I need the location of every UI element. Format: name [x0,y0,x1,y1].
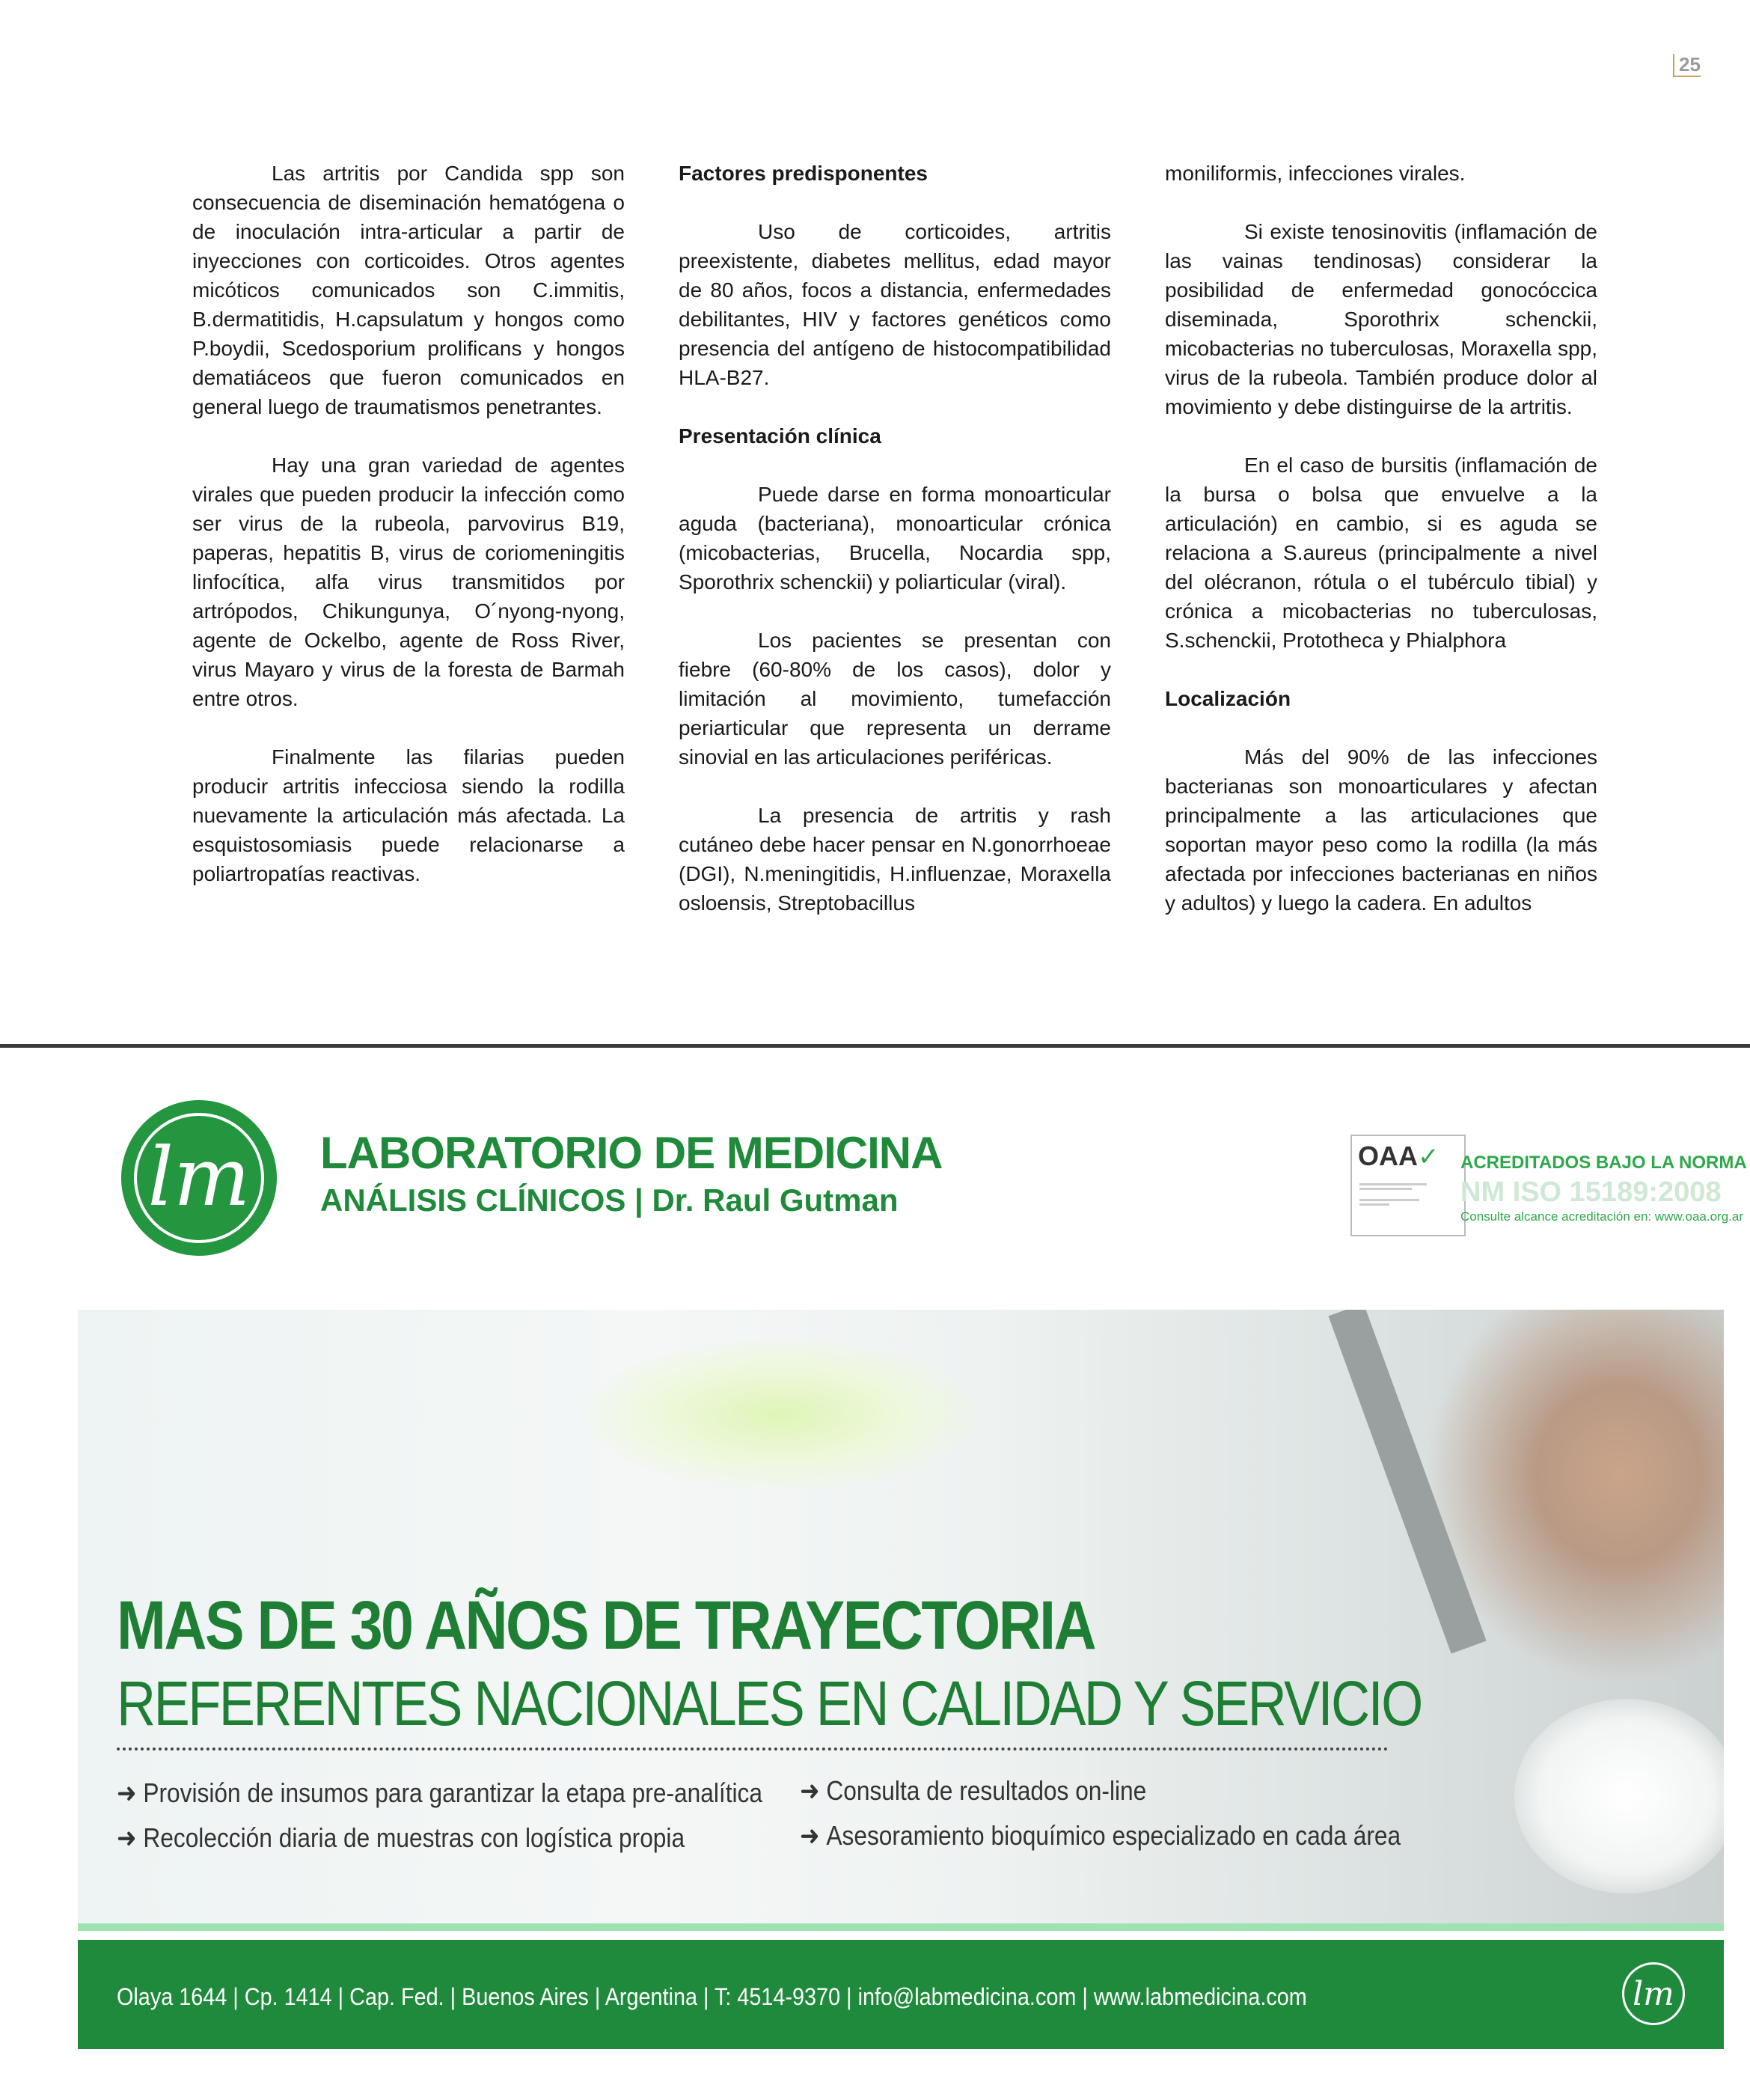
arrow-right-icon: ➜ [800,1820,820,1851]
article-column [192,159,625,947]
pipette-tips-image [587,1340,976,1489]
article-columns [192,159,1597,947]
section-heading: Localización [1165,687,1291,710]
dotted-divider [117,1748,1389,1750]
page-number: 25 [1673,54,1701,77]
accreditation-title: ACREDITADOS BAJO LA NORMA [1460,1153,1747,1173]
paragraph: Si existe tenosinovitis (inflamación de las vainas tendinosas) considerar la posibilidad de enfermedad gonocóccica diseminada, Sporothrix schenckii, micobacterias no tuberculosas, Moraxella spp, virus de la rubeola. También produce dolor al movimiento y debe distinguirse de la artritis. [1165,220,1597,418]
paragraph: Puede darse en forma monoarticular aguda (bacteriana), monoarticular crónica (micobacterias, Brucella, Nocardia spp, Sporothrix schenckii) y poliarticular (viral). [679,483,1111,593]
ad-bullet: ➜ Provisión de insumos para garantizar la etapa pre-analítica [117,1777,763,1808]
paragraph: Hay una gran variedad de agentes virales que pueden producir la infección como ser virus de la rubeola, parvovirus B19, paperas, hepatitis B, virus de coriomeningitis linfocítica, alfa virus transmitidos por artrópodos, Chikungunya, O´nyong-nyong, agente de Ockelbo, agente de Ross River, virus Mayaro y virus de la foresta de Barmah entre otros. [192,454,625,710]
paragraph: Uso de corticoides, artritis preexistente, diabetes mellitus, edad mayor de 80 años, focos a distancia, enfermedades debilitantes, HIV y factores genéticos como presencia del antígeno de histocompatibilidad HLA-B27. [679,220,1111,389]
paragraph: Las artritis por Candida spp son consecuencia de diseminación hematógena o de inoculación intra-articular a partir de inyecciones con corticoides. Otros agentes micóticos comunicados son C.immitis, B.dermatitidis, H.capsulatum y hongos como P.boydii, Scedosporium prolificans y hongos dematiáceos que fueron comunicados en general luego de traumatismos penetrantes. [192,162,625,418]
ad-bullet: ➜ Asesoramiento bioquímico especializado en cada área [800,1820,1401,1851]
section-heading: Presentación clínica [679,424,881,448]
green-accent-band [78,1923,1724,1931]
paragraph: Los pacientes se presentan con fiebre (60-80% de los casos), dolor y limitación al movimiento, tumefacción periarticular que representa un derrame sinovial en las articulaciones periféricas. [679,629,1111,769]
ad-bullet: ➜ Consulta de resultados on-line [800,1775,1147,1806]
oaa-certificate [1350,1135,1466,1236]
accreditation-norm: NM ISO 15189:2008 [1460,1176,1722,1208]
section-heading: Factores predisponentes [679,162,928,185]
ad-headline: MAS DE 30 AÑOS DE TRAYECTORIA [117,1587,1095,1664]
ad-photo [78,1310,1724,1931]
oaa-fine-print [1359,1181,1457,1208]
footer-contact: Olaya 1644 | Cp. 1414 | Cap. Fed. | Buenos Aires | Argentina | T: 4514-9370 | info@labmedicina.com | www.labmedicina.com [117,1983,1307,2010]
lab-logo [121,1100,277,1256]
paragraph: La presencia de artritis y rash cutáneo debe hacer pensar en N.gonorrhoeae (DGI), N.meningitidis, H.influenzae, Moraxella osloensis, Streptobacillus [679,804,1111,915]
accreditation-note: Consulte alcance acreditación en: www.oaa.org.ar [1460,1209,1743,1224]
paragraph: moniliformis, infecciones virales. [1165,162,1466,185]
article-column [679,159,1111,947]
arrow-right-icon: ➜ [117,1822,137,1853]
paragraph: Más del 90% de las infecciones bacterianas son monoarticulares y afectan principalmente a las articulaciones que soportan mayor peso como la rodilla (la más afectada por infecciones bacterianas en niños y adultos) y luego la cadera. En adultos [1165,745,1597,915]
oaa-logo: OAA [1358,1141,1418,1171]
paragraph: En el caso de bursitis (inflamación de la bursa o bolsa que envuelve a la articulación) en cambio, si es aguda se relaciona a S.aureus (principalmente a nivel del olécranon, rótula o el tubérculo tibial) y crónica a micobacterias no tuberculosas, S.schenckii, Prototheca y Phialphora [1165,454,1597,652]
glove-image [1514,1699,1724,1893]
lab-subtitle: ANÁLISIS CLÍNICOS | Dr. Raul Gutman [320,1182,899,1218]
ad-subheadline: REFERENTES NACIONALES EN CALIDAD Y SERVICIO [117,1668,1422,1739]
ad-footer [78,1940,1724,2049]
lab-logo-text: lm [147,1131,251,1224]
arrow-right-icon: ➜ [800,1775,820,1806]
check-icon: ✓ [1418,1143,1440,1171]
paragraph: Finalmente las filarias pueden producir artritis infecciosa siendo la rodilla nuevamente la articulación más afectada. La esquistosomiasis puede relacionarse a poliartropatías reactivas. [192,745,625,885]
arrow-right-icon: ➜ [117,1777,137,1808]
ad-bullet: ➜ Recolección diaria de muestras con logística propia [117,1822,685,1853]
footer-logo: lm [1622,1962,1685,2025]
article-column [1165,159,1597,947]
lab-title: LABORATORIO DE MEDICINA [320,1128,943,1178]
